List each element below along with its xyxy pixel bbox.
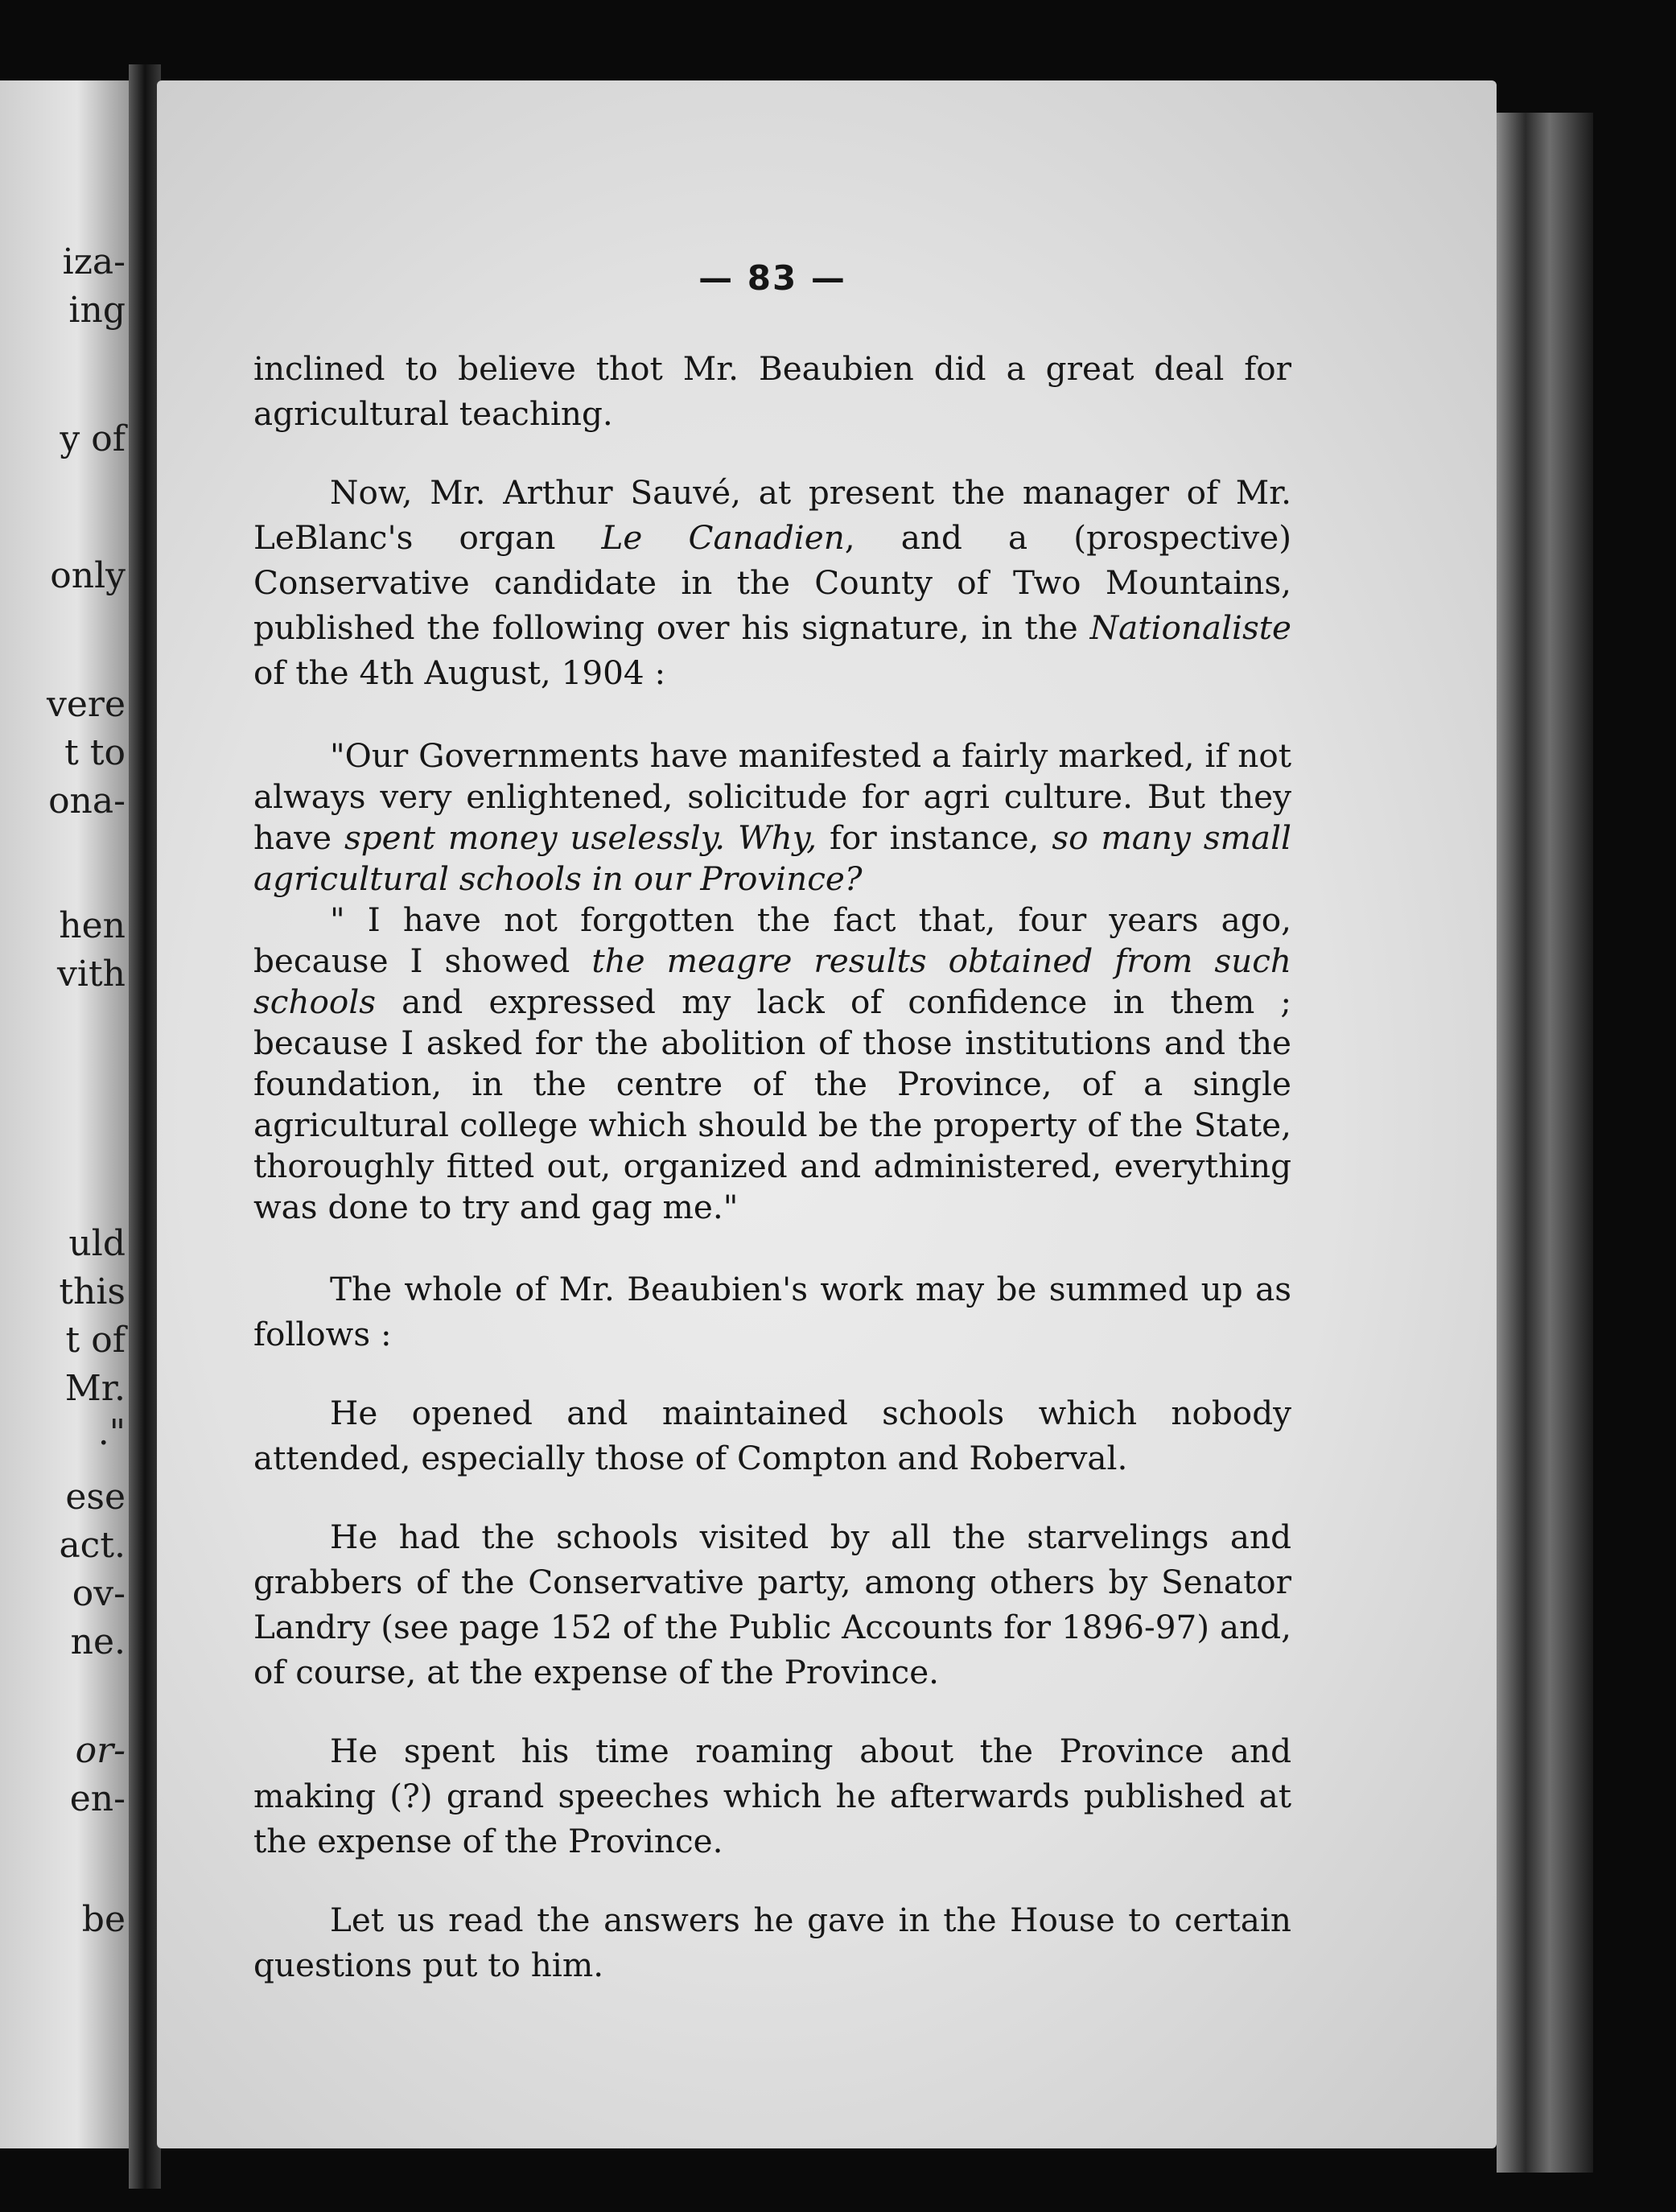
previous-page-fragment: vere <box>47 684 126 725</box>
previous-page-fragment: vith <box>57 954 126 995</box>
previous-page-fragment: Mr. <box>64 1368 126 1409</box>
opened-schools-paragraph: He opened and maintained schools which nobody attended, especially those of Compton and Roberval. <box>253 1394 1291 1477</box>
previous-page-fragment: iza- <box>62 241 126 282</box>
previous-page-fragment: only <box>50 555 126 596</box>
page-text <box>253 258 1291 1988</box>
previous-page-fragment: y of <box>60 418 126 459</box>
visited-schools-paragraph: He had the schools visited by all the starvelings and grabbers of the Conservative party, among others by Senator Landry (see page 152 of the Public Accounts for 1896-97) and, of course, at the expense of the Province. <box>253 1518 1291 1691</box>
quote-paragraph-2: " I have not forgotten the fact that, four years ago, because I showed the meagre results obtained from such schools and expressed my lack of confidence in them ; because I asked for the abolition of those institutions and the foundation, in the centre of the Province, of a single agricultural college which should be the property of the State, thoroughly fitted out, organized and administered, everything was done to try and gag me." <box>253 900 1291 1226</box>
previous-page-fragment: uld <box>68 1223 126 1264</box>
sauve-paragraph: Now, Mr. Arthur Sauvé, at present the manager of Mr. LeBlanc's organ Le Canadien, and a (prospective) Conservative candidate in the County of Two Mountains, published the following over his signature, in the Nationaliste of the 4th August, 1904 : <box>253 473 1291 692</box>
page-number: — 83 — <box>698 258 846 298</box>
previous-page-fragment: ing <box>68 290 126 331</box>
previous-page-fragment: ese <box>65 1477 126 1518</box>
book-gutter <box>129 64 161 2189</box>
continuation-paragraph: inclined to believe thot Mr. Beaubien did a great deal for agricultural teaching. <box>253 349 1291 433</box>
previous-page-fragment: t to <box>64 732 126 773</box>
previous-page-fragment: ." <box>97 1412 126 1453</box>
previous-page-fragment: act. <box>59 1525 126 1566</box>
previous-page-fragment: ov- <box>72 1573 126 1614</box>
quote-paragraph-1: "Our Governments have manifested a fairly marked, if not always very enlightened, solicitude for agri culture. But they have spent money uselessly. Why, for instance, so many small agricultural schools in our Province? <box>253 736 1291 898</box>
summary-paragraph: The whole of Mr. Beaubien's work may be summed up as follows : <box>253 1270 1291 1353</box>
answers-paragraph: Let us read the answers he gave in the House to certain questions put to him. <box>253 1901 1291 1984</box>
previous-page-fragment: t of <box>65 1320 126 1361</box>
previous-page-fragment: ne. <box>70 1621 126 1662</box>
previous-page-fragment: or- <box>75 1730 126 1771</box>
previous-page-strip <box>0 80 129 2148</box>
previous-page-fragment: hen <box>59 905 126 946</box>
roaming-paragraph: He spent his time roaming about the Province and making (?) grand speeches which he afterwards published at the expense of the Province. <box>253 1732 1291 1860</box>
newspaper-name: Le Canadien <box>601 518 845 557</box>
previous-page-fragment: ona- <box>48 781 126 822</box>
previous-page-fragment: en- <box>69 1778 126 1819</box>
previous-page-fragment: this <box>59 1271 126 1312</box>
previous-page-fragment: be <box>81 1899 126 1940</box>
page-edge-shadow <box>1497 113 1593 2173</box>
newspaper-name: Nationaliste <box>1089 608 1291 647</box>
